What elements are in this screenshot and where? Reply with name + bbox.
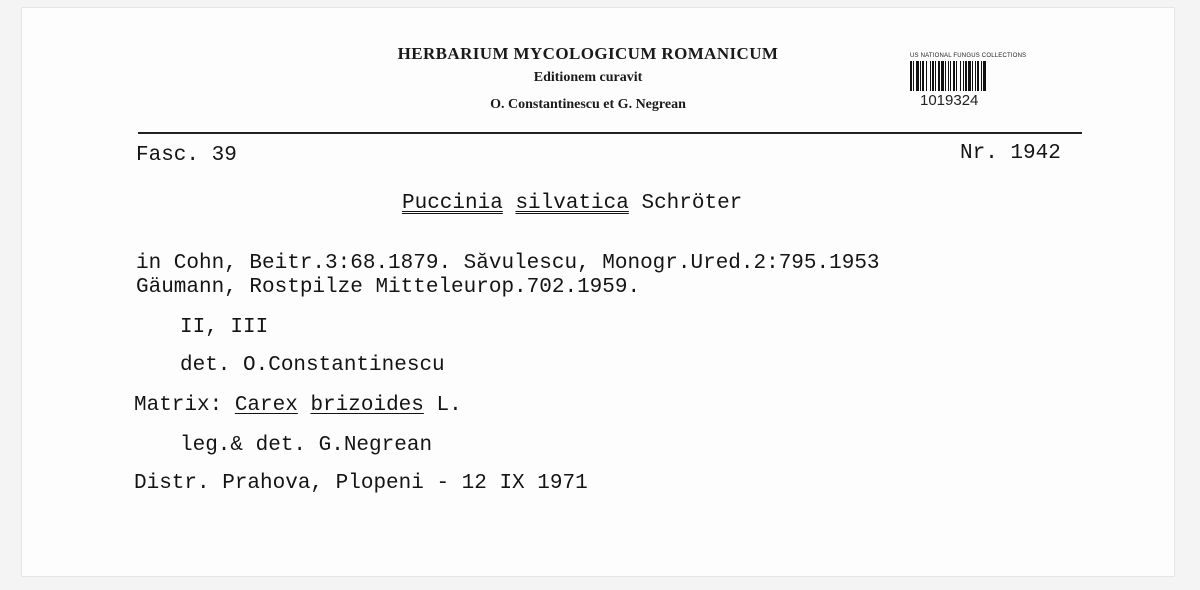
locality: Distr. Prahova, Plopeni - 12 IX 1971 — [134, 472, 588, 495]
determiner: det. O.Constantinescu — [180, 354, 445, 377]
citation-line-1: in Cohn, Beitr.3:68.1879. Săvulescu, Monogr.Ured.2:795.1953 — [136, 252, 880, 275]
header-divider — [138, 132, 1082, 134]
taxon-species: silvatica — [515, 192, 629, 215]
matrix — [134, 394, 462, 417]
herbarium-editors: O. Constantinescu et G. Negrean — [490, 97, 686, 112]
barcode-number: 1019324 — [920, 92, 979, 109]
barcode-collection: US NATIONAL FUNGUS COLLECTIONS — [910, 53, 1027, 59]
collector: leg.& det. G.Negrean — [180, 434, 433, 457]
host-author: L. — [436, 394, 462, 417]
taxon-genus: Puccinia — [402, 192, 503, 215]
host-species: brizoides — [310, 394, 424, 417]
taxon-name — [402, 192, 742, 215]
barcode — [910, 53, 1050, 109]
spore-stages: II, III — [180, 316, 269, 339]
matrix-label: Matrix: — [134, 394, 223, 417]
herbarium-title: HERBARIUM MYCOLOGICUM ROMANICUM — [397, 44, 779, 63]
herbarium-subtitle: Editionem curavit — [533, 70, 643, 85]
taxon-author: Schröter — [641, 192, 743, 215]
citation-line-2: Gäumann, Rostpilze Mitteleurop.702.1959. — [136, 276, 641, 299]
fascicle: Fasc. 39 — [136, 144, 237, 167]
specimen-number: Nr. 1942 — [960, 142, 1061, 165]
herbarium-label — [22, 8, 1174, 576]
host-genus: Carex — [234, 394, 298, 417]
barcode-bars — [910, 61, 1042, 91]
